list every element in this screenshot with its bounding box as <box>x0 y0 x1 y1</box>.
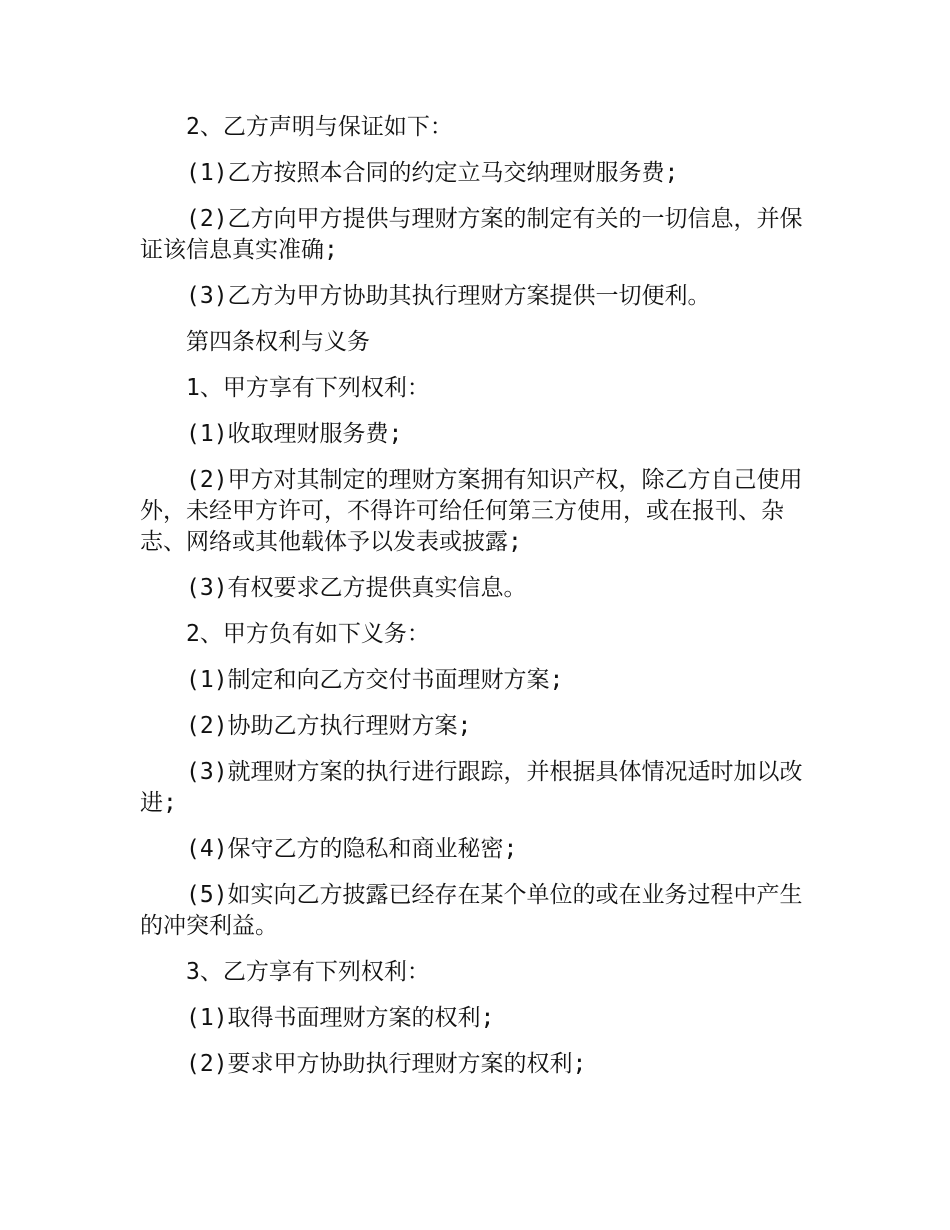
paragraph: (2)乙方向甲方提供与理财方案的制定有关的一切信息，并保证该信息真实准确; <box>140 206 803 263</box>
paragraph: (1)乙方按照本合同的约定立马交纳理财服务费; <box>186 160 679 186</box>
paragraph: 3、乙方享有下列权利： <box>186 959 430 985</box>
paragraph: (1)收取理财服务费; <box>186 421 403 447</box>
paragraph: (5)如实向乙方披露已经存在某个单位的或在业务过程中产生的冲突利益。 <box>140 882 803 939</box>
section-heading: 第四条权利与义务 <box>186 329 370 355</box>
paragraph: (1)制定和向乙方交付书面理财方案; <box>186 667 564 693</box>
paragraph: 2、甲方负有如下义务： <box>186 621 430 647</box>
paragraph: (3)就理财方案的执行进行跟踪，并根据具体情况适时加以改进; <box>140 759 803 816</box>
paragraph: 2、乙方声明与保证如下： <box>186 114 453 140</box>
paragraph: (4)保守乙方的隐私和商业秘密; <box>186 836 518 862</box>
paragraph: (1)取得书面理财方案的权利; <box>186 1005 495 1031</box>
paragraph: (2)协助乙方执行理财方案; <box>186 713 472 739</box>
paragraph: (3)有权要求乙方提供真实信息。 <box>186 575 527 601</box>
paragraph: (3)乙方为甲方协助其执行理财方案提供一切便利。 <box>186 283 711 309</box>
paragraph: (2)甲方对其制定的理财方案拥有知识产权，除乙方自己使用外，未经甲方许可，不得许可给任何第三方使用，或在报刊、杂志、网络或其他载体予以发表或披露; <box>140 467 803 555</box>
document-body <box>140 112 812 1095</box>
paragraph: 1、甲方享有下列权利： <box>186 375 430 401</box>
paragraph: (2)要求甲方协助执行理财方案的权利; <box>186 1051 587 1077</box>
